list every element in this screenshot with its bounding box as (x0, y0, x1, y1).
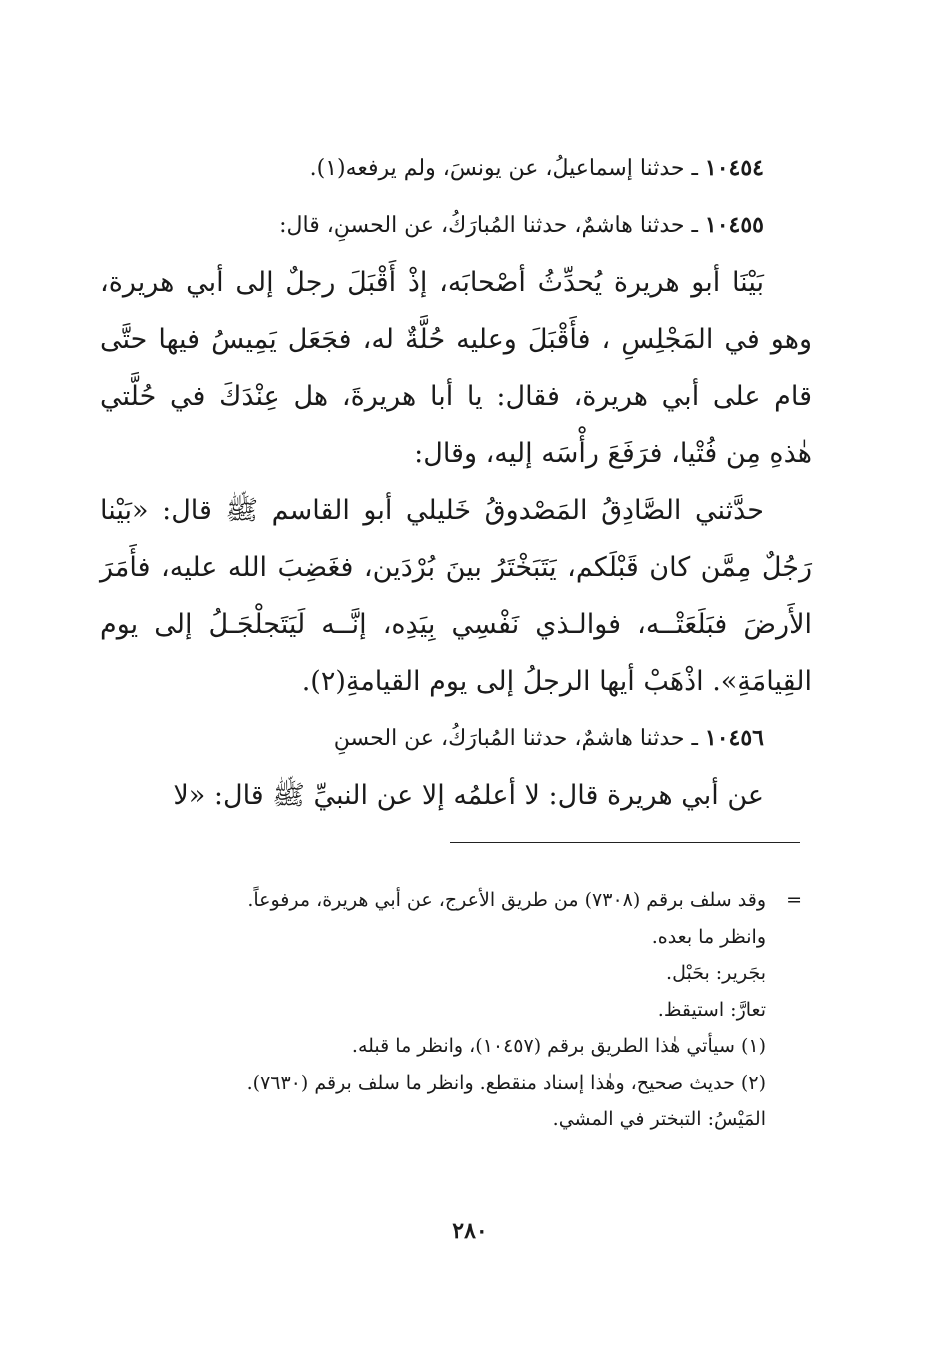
text-line: القِيامَةِ». اذْهَبْ أيها الرجلُ إلى يوم القيامةِ(٢). (301, 666, 812, 697)
text-line: عن أبي هريرة قال: لا أعلمُه إلا عن النبيِّ ﷺ قال: «لا (173, 780, 764, 811)
footnote-text: (١) سيأتي هٰذا الطريق برقم (١٠٤٥٧)، وانظر ما قبله. (351, 1035, 766, 1057)
text-line: رَجُلٌ مِمَّن كان قَبْلَكم، يَتَبَخْتَرُ بينَ بُرْدَين، فغَضِبَ الله عليه، فأَمَرَ (100, 552, 812, 583)
hadith-number: ١٠٤٥٥ (704, 212, 764, 238)
text-line: بَيْنَا أبو هريرة يُحدِّثُ أصْحابَه، إذْ أَقْبَلَ رجلٌ إلى أبي هريرة، (100, 267, 764, 298)
footnote-text: (٢) حديث صحيح، وهٰذا إسناد منقطع. وانظر ما سلف برقم (٧٦٣٠). (246, 1071, 766, 1094)
text-line: هٰذهِ مِن فُتْيا، فرَفَعَ رأْسَه إليه، وقال: (414, 438, 812, 469)
footnote-line (140, 1101, 812, 1138)
footnote-line (140, 1028, 812, 1065)
page-number: ٢٨٠ (452, 1218, 488, 1244)
footnote-line (140, 919, 812, 956)
footnote-text: تعارَّ: استيقظ. (657, 998, 766, 1021)
hadith-number: ١٠٤٥٦ (704, 725, 764, 751)
hadith-chain: ـ حدثنا هاشمٌ، حدثنا المُبارَكُ، عن الحسنِ، قال: (279, 213, 705, 238)
footnote-text: المَيْسُ: التبختر في المشي. (552, 1108, 766, 1130)
text-line: قام على أبي هريرة، فقال: يا أبا هريرةَ، هل عِنْدَكَ في حُلَّتي (100, 381, 812, 412)
footnote-text: وقد سلف برقم (٧٣٠٨) من طريق الأعرج، عن أبي هريرة، مرفوعاً. (247, 889, 766, 911)
footnotes (140, 882, 812, 1138)
footnote-text: وانظر ما بعده. (651, 925, 766, 948)
hadith-heading-10454 (100, 140, 812, 197)
footnote-text: بجَرير: بحَبْل. (666, 962, 766, 984)
hadith-chain: ـ حدثنا هاشمٌ، حدثنا المُبارَكُ، عن الحسنِ (333, 726, 705, 751)
footnote-line (140, 955, 812, 992)
text-line: الأَرضَ فبَلَعَتْــه، فوالـذي نَفْسِي بِيَدِه، إنَّــه لَيَتَجلْجَـلُ إلى يوم (100, 609, 812, 640)
hadith-number: ١٠٤٥٤ (704, 155, 764, 181)
footnote-line (140, 1065, 812, 1102)
text-line: حدَّثني الصَّادِقُ المَصْدوقُ خَليلي أبو القاسم ﷺ قال: «بَيْنا (100, 495, 764, 526)
continuation-marker: = (786, 889, 802, 911)
footnote-line (140, 992, 812, 1029)
footnote-divider (450, 842, 800, 843)
main-text (100, 140, 812, 824)
hadith-heading-10455 (100, 197, 812, 254)
text-line: وهو في المَجْلِسِ ، فأَقْبَلَ وعليه حُلَّةٌ له، فجَعَل يَمِيسُ فيها حتَّى (100, 324, 812, 355)
hadith-heading-10456 (100, 710, 812, 767)
footnote-line (140, 882, 812, 919)
hadith-chain: ـ حدثنا إسماعيلُ، عن يونسَ، ولم يرفعه(١). (309, 156, 705, 181)
